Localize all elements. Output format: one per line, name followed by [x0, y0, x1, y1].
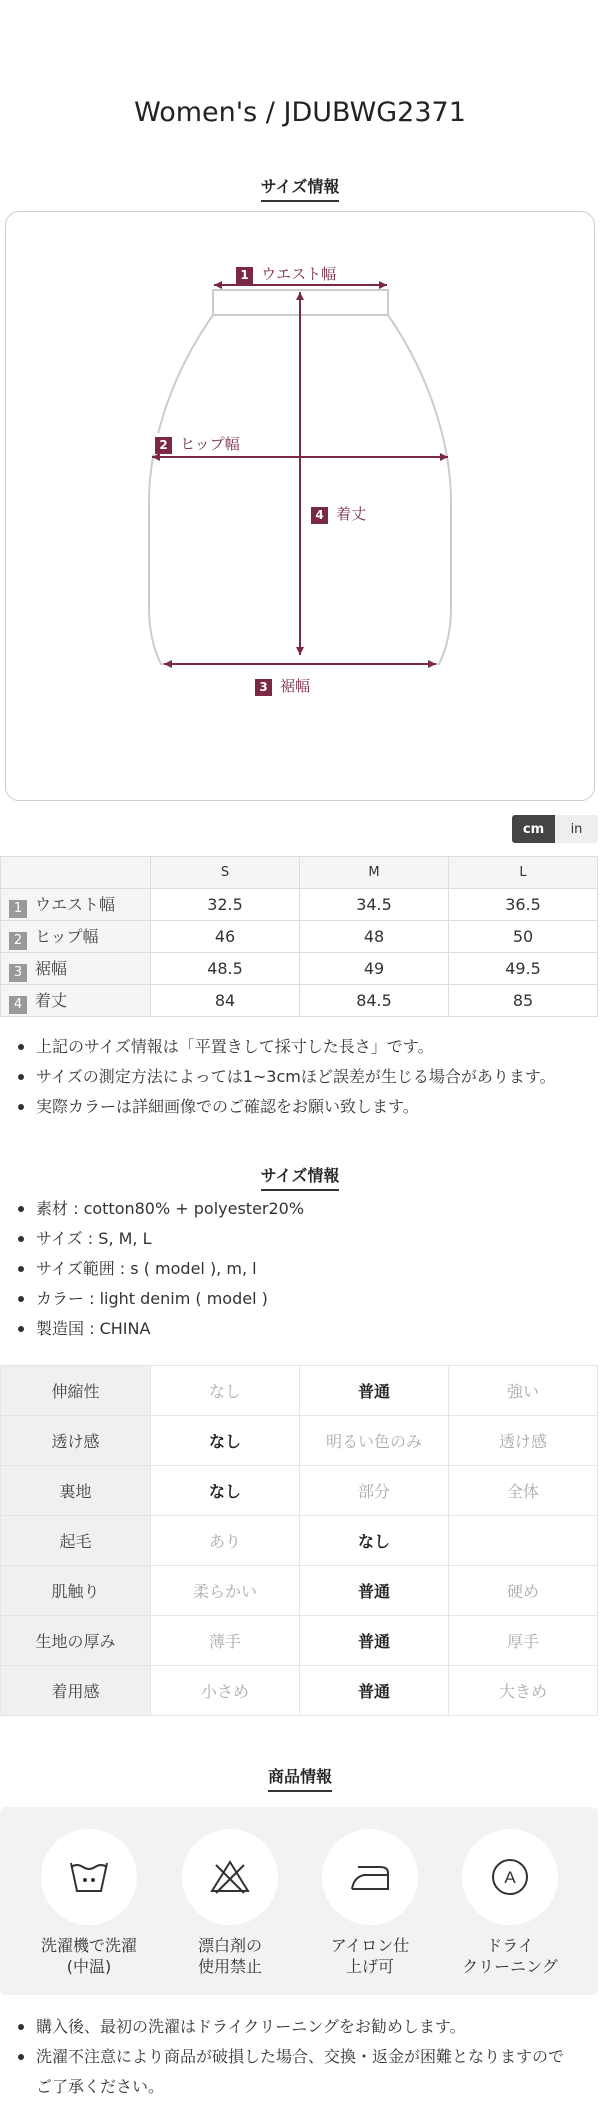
table-row [1, 953, 598, 985]
iron-icon [322, 1829, 418, 1925]
feature-option: 大きめ [449, 1666, 598, 1716]
table-cell: 36.5 [449, 889, 598, 921]
unit-in-button[interactable]: in [555, 815, 598, 843]
feature-option: 強い [449, 1366, 598, 1416]
table-row [1, 1616, 598, 1666]
table-cell: 34.5 [300, 889, 449, 921]
fabric-features-table [0, 1365, 598, 1716]
unit-toggle[interactable] [512, 815, 598, 843]
care-item-dryclean [462, 1829, 558, 1977]
care-label: ドライ クリーニング [462, 1936, 558, 1976]
table-row [1, 1516, 598, 1566]
table-row [1, 1366, 598, 1416]
feature-option: なし [151, 1416, 300, 1466]
size-info-heading: サイズ情報 [0, 174, 600, 202]
feature-option: 普通 [300, 1366, 449, 1416]
skirt-outline [6, 212, 596, 802]
spec-item: サイズ範囲 : s ( model ), m, l [16, 1254, 591, 1284]
feature-option: 硬め [449, 1566, 598, 1616]
care-label: 洗濯機で洗濯 (中温) [41, 1936, 138, 1976]
row-label: 2 ヒップ幅 [1, 921, 151, 953]
note-item: サイズの測定方法によっては1~3cmほど誤差が生じる場合があります。 [16, 1062, 591, 1092]
hem-label: 3 裾幅 [252, 675, 313, 696]
product-notes [16, 2012, 591, 2102]
waist-label: 1 ウエスト幅 [233, 263, 339, 284]
feature-option: あり [151, 1516, 300, 1566]
product-info-heading: 商品情報 [0, 1764, 600, 1792]
feature-option: 普通 [300, 1666, 449, 1716]
table-row [1, 1566, 598, 1616]
row-label: 1 ウエスト幅 [1, 889, 151, 921]
table-cell: 84 [151, 985, 300, 1017]
table-row [1, 985, 598, 1017]
table-cell: 84.5 [300, 985, 449, 1017]
feature-option: 普通 [300, 1616, 449, 1666]
table-cell: 48 [300, 921, 449, 953]
table-cell: 46 [151, 921, 300, 953]
spec-list [16, 1194, 591, 1344]
care-label: アイロン仕 上げ可 [330, 1936, 410, 1976]
unit-cm-button[interactable]: cm [512, 815, 555, 843]
spec-item: 製造国 : CHINA [16, 1314, 591, 1344]
feature-option: 薄手 [151, 1616, 300, 1666]
table-cell: 85 [449, 985, 598, 1017]
table-cell: 49.5 [449, 953, 598, 985]
size-notes [16, 1032, 591, 1122]
feature-label: 透け感 [1, 1416, 151, 1466]
note-item: 購入後、最初の洗濯はドライクリーニングをお勧めします。 [16, 2012, 591, 2042]
table-row [1, 921, 598, 953]
note-item: 洗濯不注意により商品が破損した場合、交換・返金が困難となりますので ご了承ください。 [16, 2042, 591, 2102]
size-col-s: S [151, 857, 300, 889]
care-item-iron [322, 1829, 418, 1977]
table-cell: 50 [449, 921, 598, 953]
feature-label: 肌触り [1, 1566, 151, 1616]
note-item: 実際カラーは詳細画像でのご確認をお願い致します。 [16, 1092, 591, 1122]
feature-option: なし [300, 1516, 449, 1566]
feature-label: 起毛 [1, 1516, 151, 1566]
care-item-wash [41, 1829, 137, 1977]
washing-machine-icon [41, 1829, 137, 1925]
care-label: 漂白剤の 使用禁止 [197, 1936, 262, 1976]
table-row [1, 1466, 598, 1516]
size-col-l: L [449, 857, 598, 889]
feature-option: 部分 [300, 1466, 449, 1516]
feature-option: 小さめ [151, 1666, 300, 1716]
spec-item: サイズ : S, M, L [16, 1224, 591, 1254]
product-title: Women's / JDUBWG2371 [134, 97, 466, 128]
feature-option: 透け感 [449, 1416, 598, 1466]
feature-option: 普通 [300, 1566, 449, 1616]
feature-label: 伸縮性 [1, 1366, 151, 1416]
size-table-header [1, 857, 598, 889]
size-table [0, 856, 598, 1017]
spec-item: カラー : light denim ( model ) [16, 1284, 591, 1314]
table-row [1, 1666, 598, 1716]
size-table-corner [1, 857, 151, 889]
spec-heading: サイズ情報 [0, 1163, 600, 1191]
size-col-m: M [300, 857, 449, 889]
row-label: 3 裾幅 [1, 953, 151, 985]
care-instructions [0, 1807, 598, 1995]
hip-label: 2 ヒップ幅 [152, 433, 243, 454]
care-item-bleach [182, 1829, 278, 1977]
dry-clean-icon [462, 1829, 558, 1925]
length-label: 4 着丈 [308, 503, 369, 524]
feature-option: 柔らかい [151, 1566, 300, 1616]
spec-item: 素材 : cotton80% + polyester20% [16, 1194, 591, 1224]
no-bleach-icon [182, 1829, 278, 1925]
feature-label: 着用感 [1, 1666, 151, 1716]
feature-option: 明るい色のみ [300, 1416, 449, 1466]
table-row [1, 889, 598, 921]
table-row [1, 1416, 598, 1466]
feature-option: なし [151, 1366, 300, 1416]
feature-option: 厚手 [449, 1616, 598, 1666]
svg-text:A: A [504, 1868, 516, 1887]
row-label: 4 着丈 [1, 985, 151, 1017]
skirt-size-diagram [5, 211, 595, 801]
table-cell: 49 [300, 953, 449, 985]
feature-option: 全体 [449, 1466, 598, 1516]
feature-label: 裏地 [1, 1466, 151, 1516]
feature-option: なし [151, 1466, 300, 1516]
table-cell: 48.5 [151, 953, 300, 985]
table-cell: 32.5 [151, 889, 300, 921]
feature-option [449, 1516, 598, 1566]
note-item: 上記のサイズ情報は「平置きして採寸した長さ」です。 [16, 1032, 591, 1062]
feature-label: 生地の厚み [1, 1616, 151, 1666]
